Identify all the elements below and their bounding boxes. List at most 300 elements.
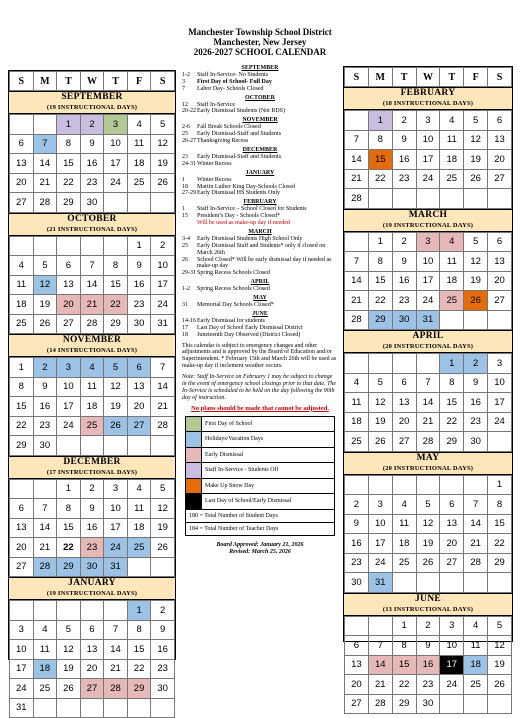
day-cell: 28 (33, 557, 57, 577)
day-cell: 14 (33, 154, 57, 174)
day-cell: 20 (392, 412, 416, 432)
day-cell: 19 (151, 154, 175, 174)
day-cell: 30 (33, 436, 57, 456)
empty-cell (464, 475, 488, 495)
day-cell: 27 (80, 679, 104, 699)
weekday-header: W (416, 68, 440, 87)
day-cell: 10 (151, 256, 175, 276)
event-month-title: JANUARY (245, 169, 275, 176)
empty-cell (80, 698, 104, 718)
weekday-header: T (57, 72, 81, 91)
event-date: 26 (182, 256, 188, 263)
day-cell: 10 (10, 640, 34, 660)
day-cell: 13 (440, 514, 464, 534)
day-cell: 4 (10, 256, 34, 276)
day-cell: 18 (127, 518, 151, 538)
day-cell: 4 (127, 479, 151, 499)
event-item (182, 190, 338, 197)
day-cell: 25 (127, 538, 151, 558)
day-cell: 2 (151, 601, 175, 621)
day-cell: 17 (416, 150, 440, 170)
day-cell: 28 (151, 416, 175, 436)
day-cell: 8 (104, 256, 128, 276)
event-month-title: SEPTEMBER (241, 65, 279, 71)
day-cell: 15 (368, 150, 392, 170)
empty-cell (345, 475, 369, 495)
day-cell: 10 (440, 636, 464, 656)
day-cell: 7 (345, 130, 369, 150)
day-cell: 25 (345, 432, 369, 452)
day-cell: 4 (440, 232, 464, 252)
event-item (182, 206, 338, 213)
week-row (10, 499, 175, 519)
week-row (10, 295, 175, 315)
day-cell: 1 (10, 358, 34, 378)
day-cell: 30 (416, 694, 440, 714)
empty-cell (416, 573, 440, 593)
day-cell: 25 (440, 291, 464, 311)
event-month-title: NOVEMBER (242, 117, 278, 124)
day-cell: 29 (57, 193, 81, 213)
day-cell: 29 (368, 310, 392, 330)
day-cell: 14 (345, 150, 369, 170)
day-cell: 8 (127, 620, 151, 640)
event-month-title: MARCH (248, 228, 272, 235)
day-cell: 21 (368, 675, 392, 695)
month-grid (9, 114, 175, 213)
weekday-header: S (345, 68, 369, 87)
event-date: 1 (182, 176, 185, 183)
empty-cell (488, 310, 512, 330)
day-cell: 1 (57, 479, 81, 499)
weekday-header: W (80, 72, 104, 91)
day-cell: 8 (368, 130, 392, 150)
day-cell: 26 (488, 675, 512, 695)
day-cell: 14 (345, 271, 369, 291)
day-cell: 27 (488, 169, 512, 189)
day-cell: 26 (57, 679, 81, 699)
event-text: Winter Recess (197, 176, 232, 183)
day-cell: 6 (10, 134, 34, 154)
event-text: Spring Recess Schools Closed (197, 270, 270, 277)
empty-cell (440, 573, 464, 593)
empty-cell (440, 189, 464, 209)
empty-cell (488, 432, 512, 452)
day-cell: 16 (345, 534, 369, 554)
day-cell: 21 (345, 169, 369, 189)
weekday-header: M (368, 68, 392, 87)
event-month-title: APRIL (250, 279, 270, 286)
day-cell: 8 (57, 499, 81, 519)
empty-cell (104, 193, 128, 213)
day-cell: 7 (151, 358, 175, 378)
day-cell: 12 (33, 275, 57, 295)
instructional-days: (20 INSTRUCTIONAL DAYS) (382, 464, 474, 472)
day-cell: 27 (440, 553, 464, 573)
event-text: Fall Break Schools Closed (197, 124, 261, 131)
empty-cell (57, 436, 81, 456)
month-header-september (9, 91, 175, 114)
empty-cell (10, 115, 34, 135)
instructional-days: (20 INSTRUCTIONAL DAYS) (382, 343, 474, 350)
day-cell: 18 (345, 412, 369, 432)
event-date: 15 (182, 213, 188, 220)
day-cell: 31 (10, 698, 34, 718)
event-month-title: FEBRUARY (243, 199, 277, 206)
week-row (10, 377, 175, 397)
legend-label: Make Up Snow Day (202, 478, 335, 494)
empty-cell (33, 115, 57, 135)
week-row (10, 620, 175, 640)
day-cell: 5 (464, 111, 488, 131)
day-cell: 24 (416, 169, 440, 189)
district-location: Manchester, New Jersey (213, 37, 307, 47)
day-cell: 14 (151, 377, 175, 397)
day-cell: 15 (368, 271, 392, 291)
day-cell: 18 (127, 154, 151, 174)
day-cell: 13 (10, 154, 34, 174)
week-row (345, 252, 512, 272)
event-date: 18 (182, 183, 188, 190)
instructional-days: (19 INSTRUCTIONAL DAYS) (46, 104, 138, 111)
day-cell: 9 (33, 377, 57, 397)
day-cell: 30 (464, 432, 488, 452)
week-row (345, 310, 512, 330)
empty-cell (57, 601, 81, 621)
day-cell: 25 (440, 169, 464, 189)
day-cell: 17 (440, 655, 464, 675)
day-cell: 11 (33, 640, 57, 660)
event-text: Thanksgiving Recess (197, 138, 249, 145)
empty-cell (127, 698, 151, 718)
day-cell: 8 (368, 252, 392, 272)
event-date: 24-31 (182, 160, 196, 167)
day-cell: 3 (416, 111, 440, 131)
day-cell: 26 (464, 291, 488, 311)
day-cell: 20 (57, 295, 81, 315)
weekday-header: F (464, 68, 488, 87)
day-cell: 31 (416, 310, 440, 330)
day-cell: 22 (127, 659, 151, 679)
left-calendar-column (8, 70, 176, 714)
empty-cell (10, 601, 34, 621)
day-cell: 1 (127, 236, 151, 256)
weekday-header: M (33, 72, 57, 91)
day-cell: 30 (392, 310, 416, 330)
weekday-header: T (104, 72, 128, 91)
day-cell: 28 (80, 314, 104, 334)
empty-cell (10, 479, 34, 499)
day-cell: 15 (10, 397, 34, 417)
day-cell: 25 (33, 679, 57, 699)
day-cell: 26 (151, 173, 175, 193)
day-cell: 14 (33, 518, 57, 538)
day-cell: 13 (345, 655, 369, 675)
day-cell: 26 (33, 314, 57, 334)
event-date: 26-27 (182, 138, 196, 145)
event-date: 7 (182, 85, 185, 92)
empty-cell (392, 573, 416, 593)
event-item (182, 131, 338, 138)
day-cell: 23 (80, 173, 104, 193)
event-date: 31 (182, 302, 188, 308)
empty-cell (464, 573, 488, 593)
day-cell: 10 (488, 373, 512, 393)
day-cell: 10 (416, 252, 440, 272)
day-cell: 22 (488, 534, 512, 554)
approved-date: Board Approved: January 21, 2026 (216, 541, 304, 548)
day-cell: 31 (151, 314, 175, 334)
day-cell: 3 (57, 358, 81, 378)
instructional-days: (18 INSTRUCTIONAL DAYS) (382, 100, 474, 107)
day-cell: 3 (10, 620, 34, 640)
month-grid (344, 232, 512, 331)
week-row (10, 173, 175, 193)
day-cell: 23 (464, 412, 488, 432)
legend-row (186, 432, 335, 448)
day-cell: 7 (80, 256, 104, 276)
day-cell: 22 (368, 169, 392, 189)
month-name: SEPTEMBER (61, 92, 123, 102)
legend-swatch (186, 463, 202, 479)
week-row (10, 314, 175, 334)
day-cell: 12 (488, 636, 512, 656)
empty-cell (488, 694, 512, 714)
legend-row (186, 416, 335, 432)
empty-cell (368, 616, 392, 636)
day-cell: 20 (10, 173, 34, 193)
day-cell: 30 (80, 193, 104, 213)
day-cell: 15 (440, 393, 464, 413)
event-text: Early Dismissal HS Students Only (197, 190, 281, 197)
day-cell: 9 (345, 514, 369, 534)
event-date: 3 (182, 78, 185, 85)
day-cell: 10 (416, 130, 440, 150)
legend-total-row (186, 509, 335, 522)
weekday-header: S (488, 68, 512, 87)
month-grid (9, 236, 175, 335)
legend-table (185, 416, 335, 536)
day-cell: 19 (368, 412, 392, 432)
day-cell: 7 (464, 495, 488, 515)
day-cell: 29 (10, 436, 34, 456)
day-cell: 18 (440, 150, 464, 170)
day-cell: 1 (127, 601, 151, 621)
board-note: This calendar is subject to emergency changes and other adjustments and is approved by the Board of Education and/or Superintendent. * February 15th and March 26th will be used as make-up day if inclement weather occurs. (182, 342, 337, 370)
day-cell: 16 (80, 154, 104, 174)
day-cell: 6 (345, 636, 369, 656)
day-cell: 23 (345, 553, 369, 573)
day-cell: 9 (392, 130, 416, 150)
day-cell: 6 (488, 111, 512, 131)
day-cell: 16 (151, 640, 175, 660)
day-cell: 28 (33, 193, 57, 213)
day-cell: 29 (127, 679, 151, 699)
event-item (182, 220, 338, 227)
month-header-october (9, 213, 175, 236)
day-cell: 5 (57, 620, 81, 640)
empty-cell (127, 193, 151, 213)
legend-row (186, 478, 335, 494)
empty-cell (151, 193, 175, 213)
day-cell: 1 (440, 354, 464, 374)
empty-cell (416, 475, 440, 495)
event-month-title: MAY (253, 295, 267, 302)
day-cell: 24 (104, 538, 128, 558)
empty-cell (80, 436, 104, 456)
event-month-title: OCTOBER (245, 94, 275, 101)
day-cell: 21 (464, 534, 488, 554)
event-date: 23 (182, 153, 188, 160)
event-item (182, 286, 338, 293)
empty-cell (151, 436, 175, 456)
instructional-days: (17 INSTRUCTIONAL DAYS) (46, 468, 138, 476)
empty-cell (440, 475, 464, 495)
day-cell: 24 (368, 553, 392, 573)
day-cell: 19 (416, 534, 440, 554)
event-item (182, 332, 338, 339)
day-cell: 4 (33, 620, 57, 640)
day-cell: 17 (416, 271, 440, 291)
event-date: 12 (182, 101, 188, 108)
day-cell: 1 (392, 616, 416, 636)
empty-cell (104, 698, 128, 718)
day-cell: 30 (80, 557, 104, 577)
legend-row (186, 463, 335, 479)
day-cell: 18 (80, 397, 104, 417)
event-text: Labor Day- Schools Closed (197, 85, 264, 92)
week-row (10, 557, 175, 577)
instructional-days: (13 INSTRUCTIONAL DAYS) (382, 605, 474, 613)
day-cell: 20 (80, 659, 104, 679)
empty-cell (80, 601, 104, 621)
day-cell: 2 (80, 479, 104, 499)
day-cell: 16 (392, 271, 416, 291)
day-cell: 5 (488, 616, 512, 636)
day-cell: 6 (57, 256, 81, 276)
empty-cell (151, 698, 175, 718)
day-cell: 14 (104, 640, 128, 660)
event-item (182, 184, 338, 191)
day-cell: 15 (104, 275, 128, 295)
day-cell: 22 (440, 412, 464, 432)
event-date: 14-16 (182, 317, 196, 324)
empty-cell (368, 354, 392, 374)
day-cell: 30 (151, 679, 175, 699)
day-cell: 4 (392, 495, 416, 515)
calendar-header (0, 27, 520, 57)
day-cell: 3 (440, 616, 464, 636)
day-cell: 20 (10, 538, 34, 558)
day-cell: 21 (33, 538, 57, 558)
day-cell: 11 (80, 377, 104, 397)
event-date: 3-4 (182, 235, 190, 242)
day-cell: 2 (80, 115, 104, 135)
event-date: 1 (182, 206, 185, 213)
day-cell: 10 (57, 377, 81, 397)
day-cell: 15 (488, 514, 512, 534)
week-row (10, 256, 175, 276)
event-date: 25 (182, 131, 188, 138)
day-cell: 22 (368, 291, 392, 311)
day-cell: 29 (57, 557, 81, 577)
day-cell: 2 (416, 616, 440, 636)
day-cell: 17 (368, 534, 392, 554)
day-cell: 26 (151, 538, 175, 558)
event-text: Memorial Day Schools Closed* (197, 302, 274, 308)
day-cell: 24 (416, 291, 440, 311)
day-cell: 2 (392, 232, 416, 252)
event-item (182, 72, 338, 79)
event-date (182, 220, 197, 227)
empty-cell (464, 694, 488, 714)
inservice-note: Note: Staff In-Service on February 1 may be subject to change in the event of emergency school closings prior to that date. The In-Service is scheduled to be held on the day following the 90th day of instruction. (182, 374, 337, 401)
event-text: Early Dismissal Staff and Students* only if closed on March 26th (197, 242, 326, 256)
day-cell: 9 (416, 636, 440, 656)
event-month-title: DECEMBER (242, 146, 278, 153)
event-item (182, 257, 338, 271)
event-item (182, 161, 338, 168)
empty-cell (392, 354, 416, 374)
instructional-days: (21 INSTRUCTIONAL DAYS) (46, 225, 138, 233)
day-cell: 15 (392, 655, 416, 675)
day-cell: 28 (368, 694, 392, 714)
day-cell: 13 (392, 393, 416, 413)
day-cell: 5 (151, 479, 175, 499)
week-row (345, 475, 512, 495)
event-item (182, 318, 338, 325)
week-row (10, 358, 175, 378)
month-grid (344, 475, 512, 593)
revised-date: Revised: March 25, 2026 (229, 548, 291, 555)
day-cell: 26 (104, 416, 128, 436)
day-cell: 18 (10, 295, 34, 315)
event-text: Martin Luther King Day-Schools Closed (197, 183, 295, 190)
day-cell: 16 (464, 393, 488, 413)
empty-cell (345, 232, 369, 252)
day-cell: 13 (488, 130, 512, 150)
legend-row (186, 494, 335, 510)
day-cell: 3 (488, 354, 512, 374)
week-row (10, 236, 175, 256)
month-grid (9, 479, 175, 578)
day-cell: 2 (33, 358, 57, 378)
day-cell: 6 (440, 495, 464, 515)
day-cell: 11 (464, 636, 488, 656)
day-cell: 25 (10, 314, 34, 334)
day-cell: 20 (488, 271, 512, 291)
day-cell: 21 (345, 291, 369, 311)
event-date: 27-29 (182, 190, 196, 197)
event-text: Early Dismissal Students High School Only (197, 235, 303, 242)
day-cell: 6 (80, 620, 104, 640)
empty-cell (416, 189, 440, 209)
day-cell: 2 (392, 111, 416, 131)
event-item (182, 108, 338, 115)
day-cell: 24 (104, 173, 128, 193)
event-text: Spring Recess Schools Closed (197, 286, 270, 293)
day-cell: 23 (33, 416, 57, 436)
day-cell: 7 (104, 620, 128, 640)
day-cell: 27 (488, 291, 512, 311)
weekday-header: F (127, 72, 151, 91)
day-cell: 21 (104, 659, 128, 679)
right-calendar-column (343, 66, 513, 710)
week-row (345, 534, 512, 554)
day-cell: 29 (440, 432, 464, 452)
month-grid (344, 616, 512, 715)
day-cell: 16 (416, 655, 440, 675)
